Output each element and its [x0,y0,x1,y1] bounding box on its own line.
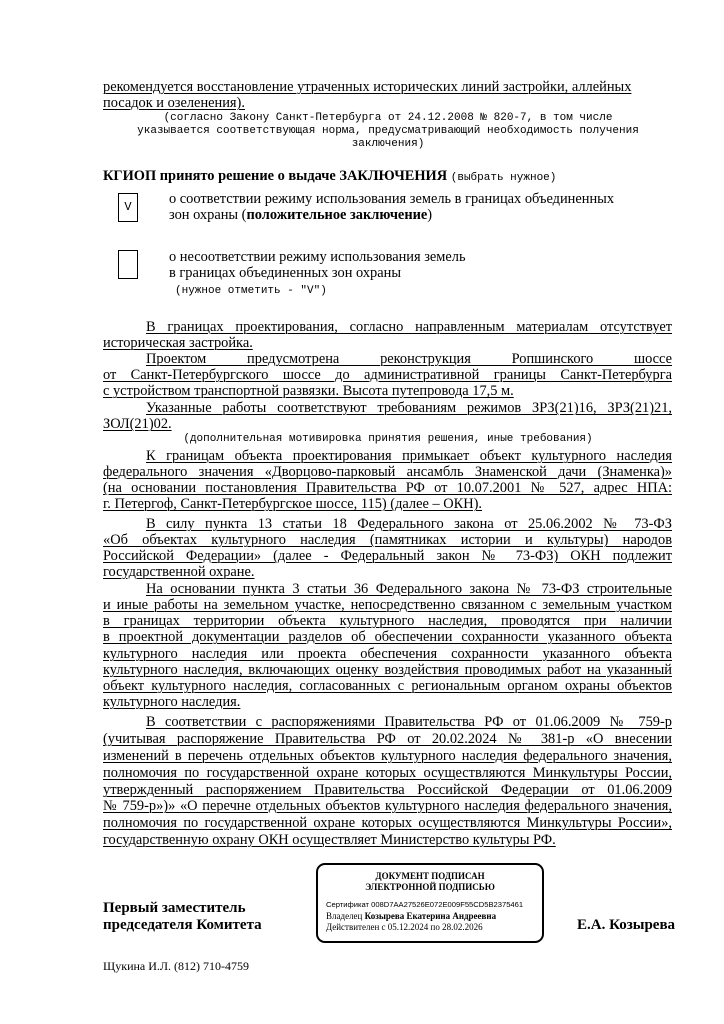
decision-heading-text: КГИОП принято решение о выдаче ЗАКЛЮЧЕНИЯ [103,168,448,184]
motivation-note: (дополнительная мотивировка принятия решения, иные требования) [183,433,593,445]
p7-line-4: полномочия по государственной охране которых осуществляются Минкультуры России, [103,765,672,781]
stamp-owner-name: Козырева Екатерина Андреевна [364,911,497,921]
p4-line-3: (на основании постановления Правительства РФ от 10.07.2001 № 527, адрес НПА: [103,480,672,496]
top-text-line-1: рекомендуется восстановление утраченных исторических линий застройки, аллейных [103,79,632,95]
decision-heading-note: (выбрать нужное) [450,172,557,184]
signer-position-line-1: Первый заместитель [103,900,246,916]
option-negative-line-2: в границах объединенных зон охраны [169,265,402,281]
option-positive-suffix: ) [427,207,433,223]
signer-name: Е.А. Козырева [577,917,676,933]
checkbox-negative[interactable] [118,250,138,279]
law-note-line-1: (согласно Закону Санкт-Петербурга от 24.12.2008 № 820-7, в том числе [163,112,613,124]
p2-line-3: с устройством транспортной развязки. Высота путепровода 17,5 м. [103,383,514,399]
option-positive-line-2 [169,207,432,223]
p3-line-1: Указанные работы соответствуют требованиям режимов ЗРЗ(21)16, ЗРЗ(21)21, [146,400,672,416]
p7-line-2: (учитывая распоряжение Правительства РФ от 20.02.2024 № 381-р «О внесении [103,731,672,747]
p6-line-6: культурного наследия, включающих оценку воздействия проводимых работ на указанный [103,662,672,678]
stamp-title-2: ЭЛЕКТРОННОЙ ПОДПИСЬЮ [365,882,495,892]
p4-line-1: К границам объекта проектирования примыкает объект культурного наследия [146,448,672,464]
stamp-certificate: Сертификат 008D7AA27526E072E009F55CD5B2375461 [326,900,524,909]
stamp-title-1: ДОКУМЕНТ ПОДПИСАН [375,871,485,881]
top-text-line-2: посадок и озеленения). [103,95,245,111]
option-negative-line-1: о несоответствии режиму использования земель [169,249,466,265]
p7-line-5: утвержденный распоряжением Правительства Российской Федерации от 01.06.2009 [103,782,672,798]
decision-heading [103,168,556,186]
law-note-line-2: указывается соответствующая норма, предусматривающий необходимость получения [137,125,639,137]
p6-line-3: в границах территории объекта культурного наследия, проводятся при наличии [103,613,672,629]
stamp-owner-prefix: Владелец [326,911,363,921]
option-positive-line-1: о соответствии режиму использования земель в границах объединенных [169,191,615,207]
signer-position-line-2: председателя Комитета [103,917,262,933]
checkbox-mark: V [124,200,132,214]
p7-line-8: государственную охрану ОКН осуществляет Министерство культуры РФ. [103,832,556,848]
p7-line-3: изменений в перечень отдельных объектов культурного наследия федерального значения, [103,748,672,764]
p5-line-1: В силу пункта 13 статьи 18 Федерального закона от 25.06.2002 № 73-ФЗ [146,516,672,532]
p5-line-4: государственной охране. [103,564,255,580]
p6-line-8: культурного наследия. [103,694,241,710]
p6-line-5: культурного наследия или проекта обеспечения сохранности указанного объекта [103,646,672,662]
executor-contact: Щукина И.Л. (812) 710-4759 [103,959,250,973]
p7-line-6: № 759-р»)» «О перечне отдельных объектов культурного наследия федерального значения, [103,798,672,814]
mark-instruction-note: (нужное отметить - "V") [175,285,327,297]
p6-line-7: объект культурного наследия, согласованных с региональным органом охраны объектов [103,678,672,694]
option-positive-prefix: зон охраны ( [169,207,247,223]
p1-line-1: В границах проектирования, согласно направленным материалам отсутствует [146,319,672,335]
p2-line-1: Проектом предусмотрена реконструкция Ропшинского шоссе [146,351,672,367]
stamp-owner [326,911,496,922]
p6-line-4: в проектной документации разделов об обеспечении сохранности указанного объекта [103,629,672,645]
p6-line-2: и иные работы на земельном участке, непосредственно связанном с земельным участком [103,597,672,613]
electronic-signature-stamp [316,863,544,943]
p7-line-1: В соответствии с распоряжениями Правительства РФ от 01.06.2009 № 759-р [146,714,672,730]
positive-conclusion-label: положительное заключение [246,207,428,223]
p5-line-3: Российской Федерации» (далее - Федеральный закон № 73-ФЗ) ОКН подлежит [103,548,672,564]
law-note-line-3: заключения) [351,138,425,150]
checkbox-positive[interactable] [118,193,138,222]
stamp-validity: Действителен с 05.12.2024 по 28.02.2026 [326,922,483,932]
p3-line-2: ЗОЛ(21)02. [103,416,172,432]
p5-line-2: «Об объектах культурного наследия (памятниках истории и культуры) народов [103,532,672,548]
p2-line-2: от Санкт-Петербургского шоссе до административной границы Санкт-Петербурга [103,367,672,383]
p7-line-7: полномочия по государственной охране которых осуществляются Минкультуры России», [103,815,672,831]
p1-line-2: историческая застройка. [103,335,253,351]
p4-line-2: федерального значения «Дворцово-парковый ансамбль Знаменской дачи (Знаменка)» [103,464,672,480]
p4-line-4: г. Петергоф, Санкт-Петербургское шоссе, 115) (далее – ОКН). [103,496,483,512]
p6-line-1: На основании пункта 3 статьи 36 Федерального закона № 73-ФЗ строительные [146,581,672,597]
